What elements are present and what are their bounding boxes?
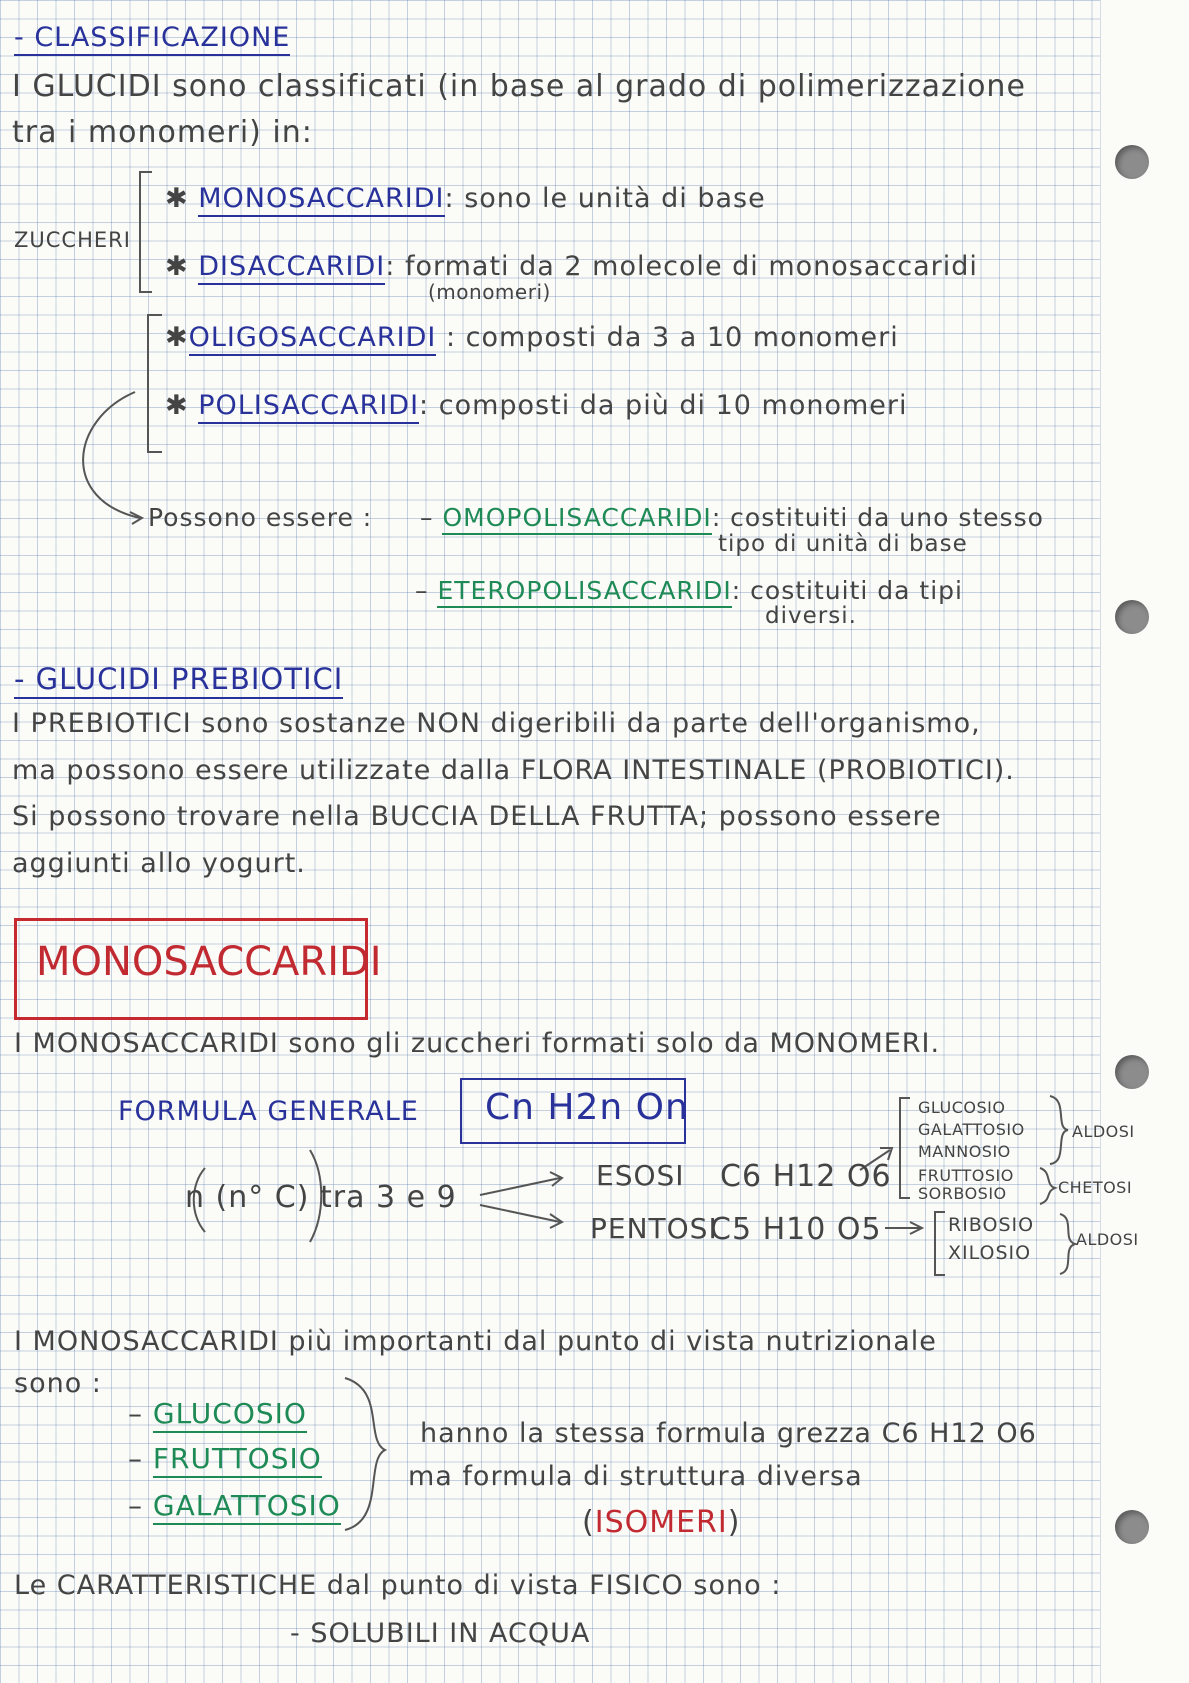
intro-line: I GLUCIDI sono classificati (in base al grado di polimerizzazione: [12, 69, 1026, 104]
monosaccaridi-title: MONOSACCARIDI: [36, 939, 382, 985]
important-list-item: – GLUCOSIO: [128, 1400, 307, 1428]
esosi-list-item: GLUCOSIO: [918, 1098, 1006, 1117]
esosi-formula: C6 H12 O6: [720, 1159, 892, 1194]
solubili-item: - SOLUBILI IN ACQUA: [290, 1618, 591, 1649]
prebiotici-line: ma possono essere utilizzate dalla FLORA INTESTINALE (PROBIOTICI).: [12, 755, 1015, 786]
list-item-polisaccaridi: ✱ POLISACCARIDI: composti da più di 10 monomeri: [165, 392, 908, 419]
omopolisaccaridi-desc: tipo di unità di base: [718, 531, 968, 557]
important-list-item: – FRUTTOSIO: [128, 1445, 322, 1473]
list-item-oligosaccaridi: ✱OLIGOSACCARIDI : composti da 3 a 10 monomeri: [165, 324, 899, 351]
eteropolisaccaridi-line: – ETEROPOLISACCARIDI: costituiti da tipi: [415, 578, 963, 603]
aldosi-label: ALDOSI: [1072, 1122, 1135, 1141]
eteropolisaccaridi-desc: diversi.: [765, 603, 857, 629]
chetosi-label: CHETOSI: [1058, 1178, 1133, 1197]
pentosi-list-item: XILOSIO: [948, 1242, 1032, 1264]
omopolisaccaridi-line: – OMOPOLISACCARIDI: costituiti da uno stesso: [420, 505, 1044, 530]
general-formula: Cn H2n On: [485, 1087, 689, 1128]
esosi-list-item: MANNOSIO: [918, 1142, 1011, 1161]
esosi-label: ESOSI: [596, 1159, 685, 1192]
esosi-list-item: SORBOSIO: [918, 1184, 1007, 1203]
intro-line: tra i monomeri) in:: [12, 115, 313, 150]
esosi-list-item: GALATTOSIO: [918, 1120, 1025, 1139]
important-line: sono :: [14, 1368, 102, 1399]
prebiotici-line: Si possono trovare nella BUCCIA DELLA FRUTTA; possono essere: [12, 801, 942, 832]
formula-label: FORMULA GENERALE: [118, 1096, 419, 1127]
zuccheri-label: ZUCCHERI: [14, 228, 131, 252]
list-item-monosaccaridi: ✱ MONOSACCARIDI: sono le unità di base: [165, 185, 766, 212]
important-line: I MONOSACCARIDI più importanti dal punto di vista nutrizionale: [14, 1326, 937, 1357]
isomeri-note: (ISOMERI): [582, 1505, 741, 1540]
pentosi-formula: C5 H10 O5: [710, 1212, 882, 1247]
pentosi-label: PENTOSI: [590, 1212, 718, 1245]
esosi-list-item: FRUTTOSIO: [918, 1166, 1014, 1185]
section-heading-classificazione: - CLASSIFICAZIONE: [14, 24, 290, 51]
caratteristiche-line: Le CARATTERISTICHE dal punto di vista FISICO sono :: [14, 1570, 782, 1601]
same-formula-line: hanno la stessa formula grezza C6 H12 O6: [420, 1418, 1037, 1449]
pentosi-list-item: RIBOSIO: [948, 1214, 1035, 1236]
carbon-count: n (n° C) tra 3 e 9: [185, 1180, 457, 1215]
monomeri-note: (monomeri): [428, 280, 551, 304]
prebiotici-line: aggiunti allo yogurt.: [12, 848, 306, 879]
monosaccaridi-def: I MONOSACCARIDI sono gli zuccheri formati solo da MONOMERI.: [14, 1028, 941, 1059]
prebiotici-line: I PREBIOTICI sono sostanze NON digeribili da parte dell'organismo,: [12, 708, 981, 739]
section-heading-prebiotici: - GLUCIDI PREBIOTICI: [14, 665, 343, 694]
list-item-disaccaridi: ✱ DISACCARIDI: formati da 2 molecole di monosaccaridi: [165, 253, 978, 280]
possono-essere: Possono essere :: [148, 503, 373, 532]
same-formula-line: ma formula di struttura diversa: [408, 1461, 863, 1492]
aldosi-label: ALDOSI: [1076, 1230, 1139, 1249]
important-list-item: – GALATTOSIO: [128, 1492, 341, 1520]
